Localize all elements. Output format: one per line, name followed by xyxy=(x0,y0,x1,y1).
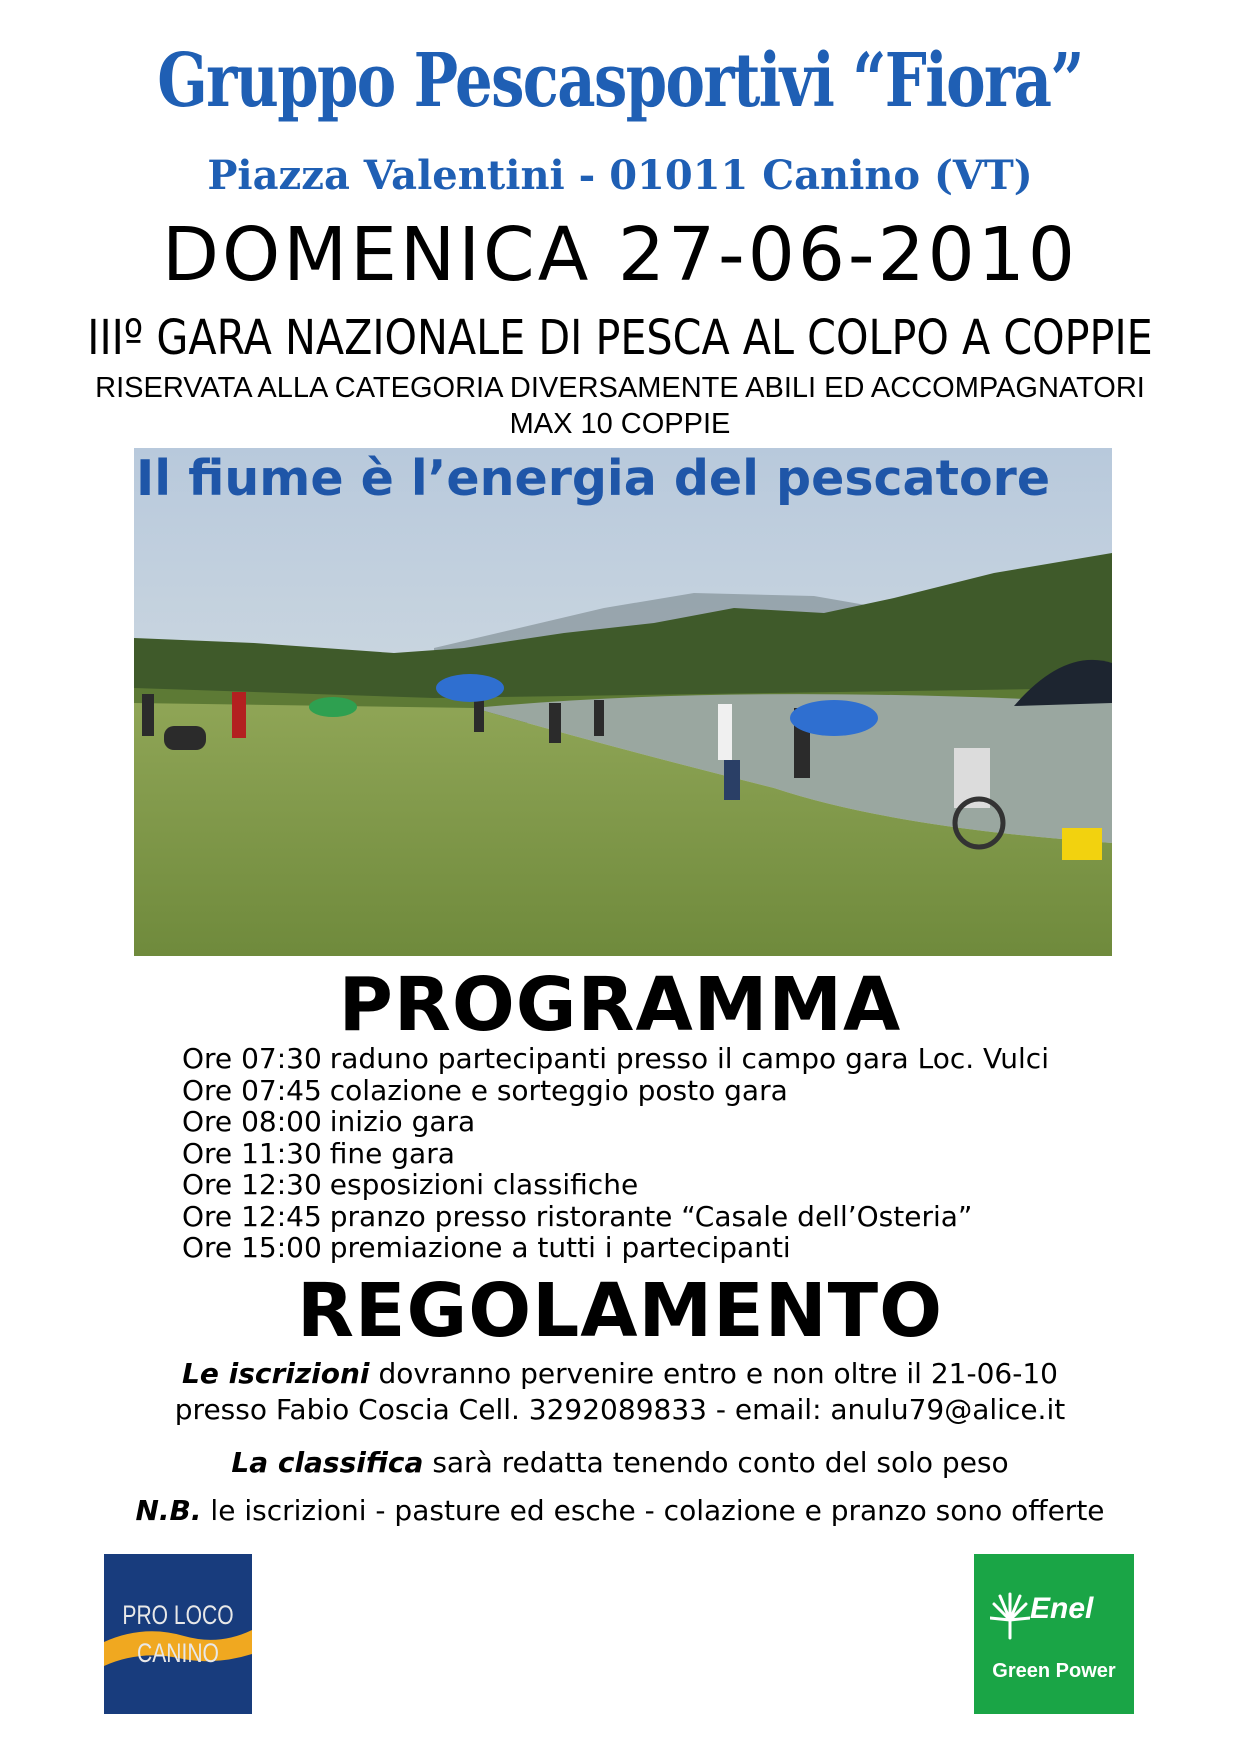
event-title: IIIº GARA NAZIONALE DI PESCA AL COLPO A COPPIE xyxy=(87,310,1153,366)
rule-classifica-label: La classifica xyxy=(231,1446,424,1479)
rule-iscrizioni-text: dovranno pervenire entro e non oltre il 21-06-10 xyxy=(378,1357,1058,1390)
schedule-item xyxy=(182,1043,1162,1075)
schedule-time: Ore 07:30 xyxy=(182,1042,322,1075)
schedule-text: raduno partecipanti presso il campo gara Loc. Vulci xyxy=(329,1042,1049,1075)
rule-iscrizioni-label: Le iscrizioni xyxy=(182,1357,370,1390)
rule-classifica xyxy=(0,1446,1240,1479)
schedule-time: Ore 08:00 xyxy=(182,1105,322,1138)
rule-iscrizioni xyxy=(0,1357,1240,1390)
schedule-time: Ore 12:30 xyxy=(182,1168,322,1201)
schedule-item xyxy=(182,1138,1162,1170)
schedule-item xyxy=(182,1106,1162,1138)
photo-scene xyxy=(134,448,1112,956)
rule-nb xyxy=(0,1494,1240,1527)
enel-tagline: Green Power xyxy=(992,1660,1116,1682)
schedule-time: Ore 11:30 xyxy=(182,1136,322,1170)
photo-caption: Il fiume è l’energia del pescatore xyxy=(136,450,1051,507)
schedule-item xyxy=(182,1169,1162,1201)
event-date: DOMENICA 27-06-2010 xyxy=(162,212,1078,298)
schedule-text: inizio gara xyxy=(329,1105,476,1138)
schedule-time: Ore 07:45 xyxy=(182,1073,322,1107)
schedule-text: pranzo presso ristorante “Casale dell’Osteria” xyxy=(329,1199,973,1233)
proloco-swoosh xyxy=(104,1554,252,1714)
rule-classifica-text: sarà redatta tenendo conto del solo peso xyxy=(432,1446,1009,1479)
event-max: MAX 10 COPPIE xyxy=(509,408,731,440)
schedule-item xyxy=(182,1232,1162,1264)
schedule-list xyxy=(182,1043,1162,1264)
schedule-item xyxy=(182,1075,1162,1107)
rule-nb-label: N.B. xyxy=(135,1494,202,1527)
schedule-text: colazione e sorteggio posto gara xyxy=(329,1073,788,1107)
schedule-text: premiazione a tutti i partecipanti xyxy=(329,1231,791,1264)
schedule-text: fine gara xyxy=(329,1136,455,1170)
regolamento-heading: REGOLAMENTO xyxy=(296,1268,944,1354)
rule-contact: presso Fabio Coscia Cell. 3292089833 - email: anulu79@alice.it xyxy=(174,1393,1066,1426)
org-name: Gruppo Pescasportivi “Fiora” xyxy=(157,38,1083,124)
schedule-time: Ore 12:45 xyxy=(182,1199,322,1233)
proloco-logo xyxy=(104,1554,252,1714)
event-reserved: RISERVATA ALLA CATEGORIA DIVERSAMENTE ABILI ED ACCOMPAGNATORI xyxy=(95,372,1145,404)
programma-heading: PROGRAMMA xyxy=(338,962,902,1048)
schedule-item xyxy=(182,1201,1162,1233)
enel-name: Enel xyxy=(1030,1592,1094,1625)
org-address: Piazza Valentini - 01011 Canino (VT) xyxy=(207,152,1033,199)
schedule-time: Ore 15:00 xyxy=(182,1231,322,1264)
enel-flower-icon xyxy=(990,1590,1030,1640)
enel-logo xyxy=(974,1554,1134,1714)
schedule-text: esposizioni classifiche xyxy=(329,1168,639,1201)
event-photo xyxy=(134,448,1112,956)
rule-nb-text: le iscrizioni - pasture ed esche - colazione e pranzo sono offerte xyxy=(210,1494,1105,1527)
proloco-line2: CANINO xyxy=(137,1638,219,1668)
proloco-line1: PRO LOCO xyxy=(122,1600,234,1630)
